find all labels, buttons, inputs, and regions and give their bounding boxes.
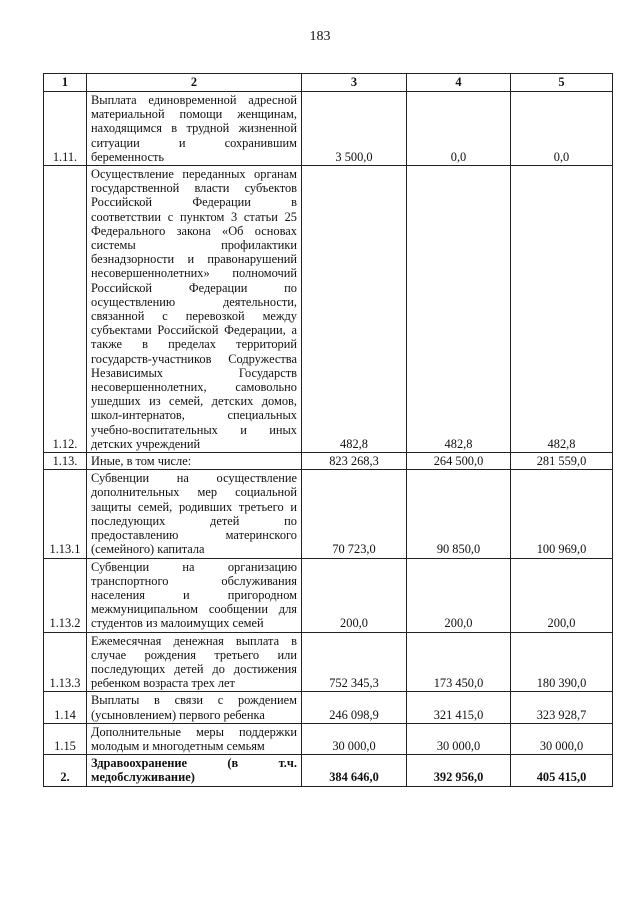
value-col-4: 321 415,0	[407, 692, 511, 723]
description-line: связанной с перевозкой между	[91, 309, 297, 324]
description-line: системы профилактики	[91, 238, 297, 253]
row-number: 1.15	[44, 723, 87, 754]
value-col-4: 200,0	[407, 558, 511, 632]
column-header-3: 3	[302, 74, 407, 92]
description-line: Иные, в том числе:	[91, 454, 192, 469]
budget-table	[43, 73, 613, 787]
row-number: 1.13.	[44, 453, 87, 470]
value-col-3: 30 000,0	[302, 723, 407, 754]
value-col-4: 30 000,0	[407, 723, 511, 754]
table-row	[44, 453, 613, 470]
description-line: Ежемесячная денежная выплата в	[91, 633, 297, 648]
description-line: находящимся в трудной жизненной	[91, 121, 297, 136]
value-col-4: 264 500,0	[407, 453, 511, 470]
value-col-5: 323 928,7	[511, 692, 613, 723]
description-line: соответствии с пунктом 3 статьи 25	[91, 209, 297, 224]
value-col-5: 281 559,0	[511, 453, 613, 470]
row-number: 1.13.2	[44, 558, 87, 632]
description-line: Российской Федерации по	[91, 280, 297, 295]
row-description	[87, 470, 302, 558]
value-col-5: 0,0	[511, 92, 613, 166]
description-line: последующих детей до достижения	[91, 661, 297, 676]
row-number: 1.13.3	[44, 632, 87, 692]
table-row	[44, 632, 613, 692]
column-header-1: 1	[44, 74, 87, 92]
description-line: студентов из малоимущих семей	[91, 616, 264, 631]
table-row	[44, 92, 613, 166]
description-line: государственной власти субъектов	[91, 181, 297, 196]
row-number: 2.	[44, 755, 87, 786]
column-header-4: 4	[407, 74, 511, 92]
description-line: (усыновлением) первого ребенка	[91, 707, 265, 722]
description-line: медобслуживание)	[91, 770, 195, 785]
row-number: 1.12.	[44, 166, 87, 453]
description-line: детских учреждений	[91, 436, 201, 451]
row-description	[87, 692, 302, 723]
description-line: защиты семей, родивших третьего и	[91, 499, 297, 514]
value-col-4: 0,0	[407, 92, 511, 166]
page-number: 183	[309, 29, 331, 44]
description-line: молодым и многодетным семьям	[91, 738, 265, 753]
description-line: случае рождения третьего или	[91, 647, 297, 662]
value-col-3: 823 268,3	[302, 453, 407, 470]
table-row	[44, 470, 613, 558]
row-description	[87, 723, 302, 754]
description-line: Дополнительные меры поддержки	[91, 724, 297, 739]
description-line: несовершеннолетних, самовольно	[91, 380, 297, 395]
description-line: Здравоохранение (в т.ч.	[91, 756, 297, 771]
description-line: ушедших из семей, детских домов,	[91, 394, 297, 409]
table-row	[44, 558, 613, 632]
table-body	[44, 92, 613, 787]
table-row	[44, 755, 613, 786]
description-line: безнадзорности и правонарушений	[91, 252, 297, 267]
description-line: ребенком возраста трех лет	[91, 676, 235, 691]
column-header-2: 2	[87, 74, 302, 92]
value-col-5: 200,0	[511, 558, 613, 632]
row-description	[87, 166, 302, 453]
row-description	[87, 755, 302, 786]
description-line: последующих детей по	[91, 513, 297, 528]
description-line: Субвенции на организацию	[91, 559, 297, 574]
row-description	[87, 92, 302, 166]
value-col-5: 100 969,0	[511, 470, 613, 558]
value-col-5: 30 000,0	[511, 723, 613, 754]
description-line: учебно-воспитательных и иных	[91, 422, 297, 437]
value-col-3: 384 646,0	[302, 755, 407, 786]
value-col-3: 482,8	[302, 166, 407, 453]
table-header-row	[44, 74, 613, 92]
value-col-4: 392 956,0	[407, 755, 511, 786]
description-line: ситуации и сохранившим	[91, 135, 297, 150]
row-description	[87, 558, 302, 632]
description-line: Выплата единовременной адресной	[91, 93, 297, 107]
description-line: осуществлению деятельности,	[91, 294, 297, 309]
row-description	[87, 453, 302, 470]
description-line: межмуниципальном сообщении для	[91, 602, 297, 617]
value-col-4: 90 850,0	[407, 470, 511, 558]
row-number: 1.13.1	[44, 470, 87, 558]
value-col-3: 200,0	[302, 558, 407, 632]
description-line: предоставлению материнского	[91, 528, 297, 543]
description-line: государств-участников Содружества	[91, 351, 297, 366]
description-line: субъектами Российской Федерации, а	[91, 323, 297, 338]
description-line: населения и пригородном	[91, 587, 297, 602]
description-line: Выплаты в связи с рождением	[91, 693, 297, 708]
value-col-4: 173 450,0	[407, 632, 511, 692]
description-line: Федерального закона «Об основах	[91, 223, 297, 238]
value-col-3: 752 345,3	[302, 632, 407, 692]
table-row	[44, 166, 613, 453]
description-line: также в пределах территорий	[91, 337, 297, 352]
description-line: (семейного) капитала	[91, 542, 205, 557]
table-row	[44, 692, 613, 723]
value-col-3: 70 723,0	[302, 470, 407, 558]
value-col-5: 482,8	[511, 166, 613, 453]
value-col-5: 180 390,0	[511, 632, 613, 692]
description-line: материальной помощи женщинам,	[91, 107, 297, 122]
value-col-3: 246 098,9	[302, 692, 407, 723]
value-col-5: 405 415,0	[511, 755, 613, 786]
value-col-4: 482,8	[407, 166, 511, 453]
description-line: Российской Федерации в	[91, 195, 297, 210]
description-line: Осуществление переданных органам	[91, 167, 297, 182]
table-row	[44, 723, 613, 754]
value-col-3: 3 500,0	[302, 92, 407, 166]
description-line: Независимых Государств	[91, 365, 297, 380]
column-header-5: 5	[511, 74, 613, 92]
row-number: 1.11.	[44, 92, 87, 166]
description-line: Субвенции на осуществление	[91, 471, 297, 486]
description-line: беременность	[91, 149, 165, 164]
description-line: дополнительных мер социальной	[91, 485, 297, 500]
description-line: несовершеннолетних» полномочий	[91, 266, 297, 281]
row-number: 1.14	[44, 692, 87, 723]
description-line: транспортного обслуживания	[91, 573, 297, 588]
description-line: школ-интернатов, специальных	[91, 408, 297, 423]
row-description	[87, 632, 302, 692]
